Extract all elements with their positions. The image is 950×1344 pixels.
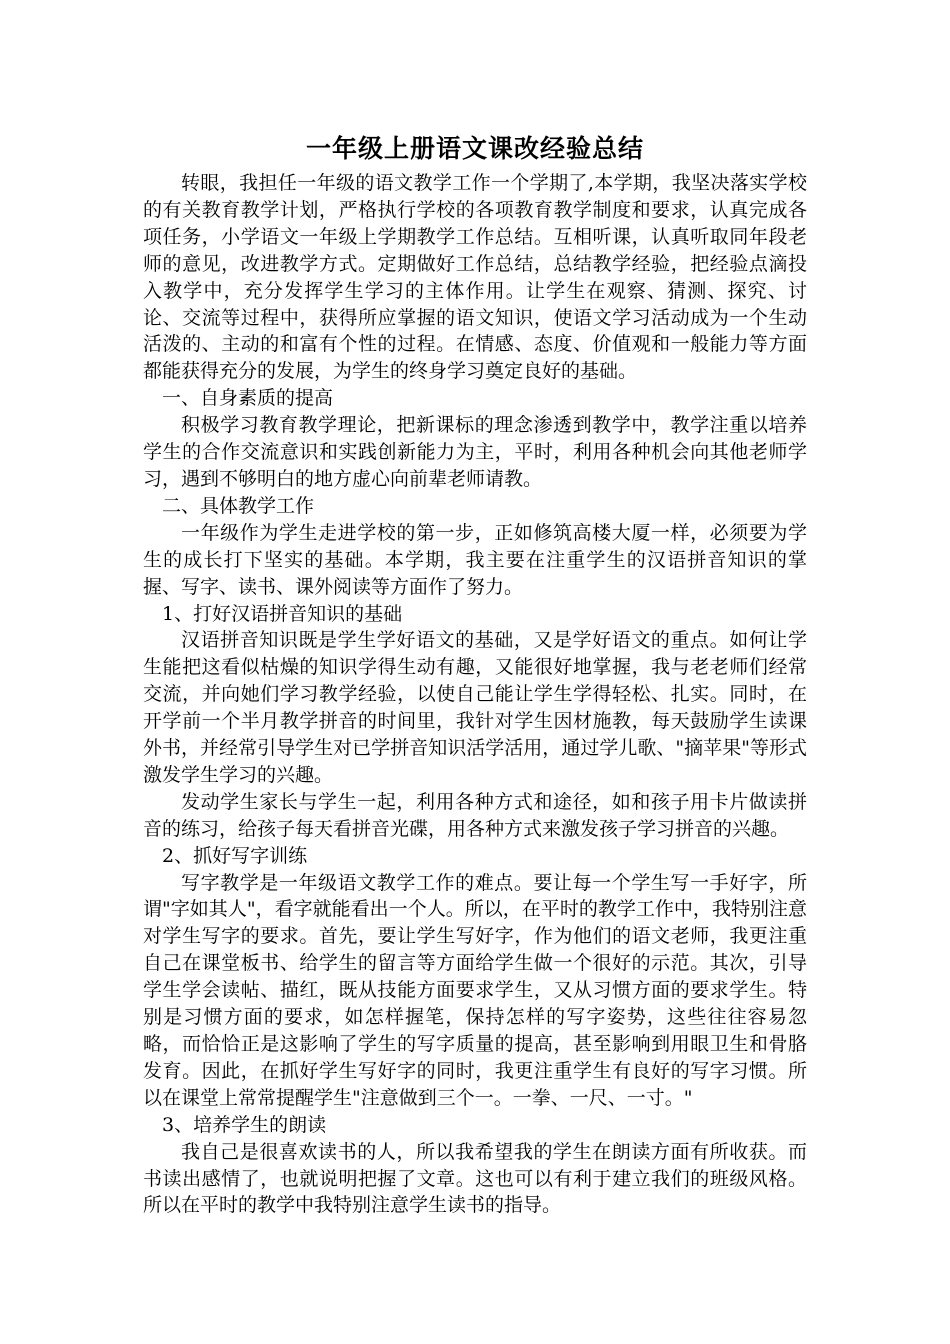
paragraph-parents: 发动学生家长与学生一起，利用各种方式和途径，如和孩子用卡片做读拼音的练习，给孩子每天看拼音光碟，用各种方式来激发孩子学习拼音的兴趣。 — [143, 790, 807, 840]
subsection-heading-pinyin: 1、打好汉语拼音知识的基础 — [162, 602, 403, 625]
paragraph-reading: 我自己是很喜欢读书的人，所以我希望我的学生在朗读方面有所收获。而书读出感情了，也就说明把握了文章。这也可以有利于建立我们的班级风格。所以在平时的教学中我特别注意学生读书的指导。 — [143, 1140, 807, 1217]
paragraph-writing: 写字教学是一年级语文教学工作的难点。要让每一个学生写一手好字，所谓"字如其人"，看字就能看出一个人。所以，在平时的教学工作中，我特别注意对学生写字的要求。首先，要让学生写好字，作为他们的语文老师，我更注重自己在课堂板书、给学生的留言等方面给学生做一个很好的示范。其次，引导学生学会读帖、描红，既从技能方面要求学生，又从习惯方面的要求学生。特别是习惯方面的要求，如怎样握笔，保持怎样的写字姿势，这些往往容易忽略，而恰恰正是这影响了学生的写字质量的提高，甚至影响到用眼卫生和骨胳发育。因此，在抓好学生写好字的同时，我更注重学生有良好的写字习惯。所以在课堂上常常提醒学生"注意做到三个一。一拳、一尺、一寸。" — [143, 871, 807, 1109]
paragraph-pinyin: 汉语拼音知识既是学生学好语文的基础，又是学好语文的重点。如何让学生能把这看似枯燥的知识学得生动有趣，又能很好地掌握，我与老老师们经常交流，并向她们学习教学经验，以使自己能让学生学得轻松、扎实。同时，在开学前一个半月教学拼音的时间里，我针对学生因材施教，每天鼓励学生读课外书，并经常引导学生对已学拼音知识活学活用，通过学儿歌、"摘苹果"等形式激发学生学习的兴趣。 — [143, 629, 807, 786]
subsection-heading-writing: 2、抓好写字训练 — [162, 844, 308, 867]
document-title: 一年级上册语文课改经验总结 — [305, 134, 644, 163]
subsection-heading-reading: 3、培养学生的朗读 — [162, 1113, 327, 1136]
section-heading-1: 一、自身素质的提高 — [162, 387, 334, 410]
section-heading-2: 二、具体教学工作 — [162, 494, 315, 517]
paragraph-self-improvement: 积极学习教育教学理论，把新课标的理念渗透到教学中，教学注重以培养学生的合作交流意识和实践创新能力为主，平时，利用各种机会向其他老师学习，遇到不够明白的地方虚心向前辈老师请教。 — [143, 414, 807, 490]
paragraph-teaching-work: 一年级作为学生走进学校的第一步，正如修筑高楼大厦一样，必须要为学生的成长打下坚实的基础。本学期，我主要在注重学生的汉语拼音知识的掌握、写字、读书、课外阅读等方面作了努力。 — [143, 521, 807, 598]
document-page — [143, 130, 807, 1219]
paragraph-intro: 转眼，我担任一年级的语文教学工作一个学期了,本学期，我坚决落实学校的有关教育教学计划，严格执行学校的各项教育教学制度和要求，认真完成各项任务，小学语文一年级上学期教学工作总结。互相听课，认真听取同年段老师的意见，改进教学方式。定期做好工作总结，总结教学经验，把经验点滴投入教学中，充分发挥学生学习的主体作用。让学生在观察、猜测、探究、讨论、交流等过程中，获得所应掌握的语文知识，使语文学习活动成为一个生动活泼的、主动的和富有个性的过程。在情感、态度、价值观和一般能力等方面都能获得充分的发展，为学生的终身学习奠定良好的基础。 — [143, 172, 807, 383]
